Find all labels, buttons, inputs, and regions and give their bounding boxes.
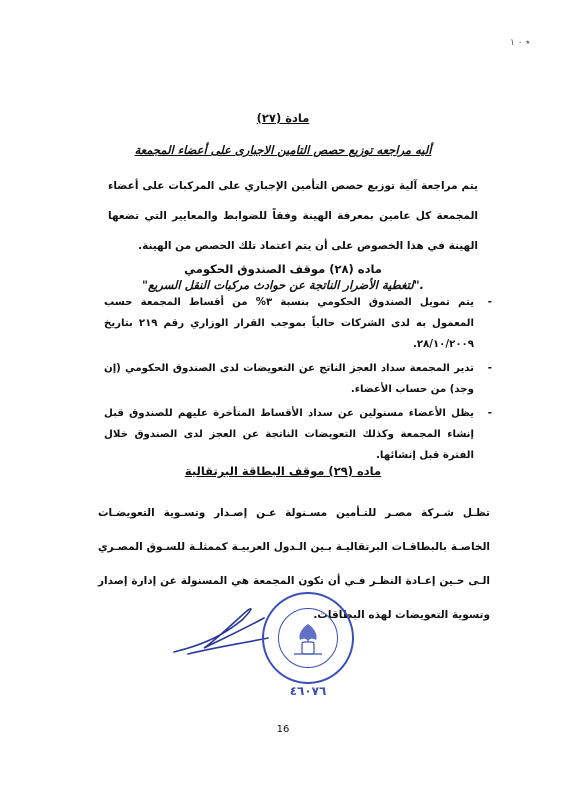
official-seal (262, 592, 354, 684)
eagle-emblem-icon (264, 594, 352, 682)
article-29-title: ماده (٢٩) موقف البطاقة البرتقالية (184, 464, 382, 478)
article-27-title: مادة (٢٧) (256, 111, 310, 125)
list-item: - يظل الأعضاء مسنولين عن سداد الأقساط المتأخرة عليهم للصندوق قبل إنشاء المجمعة وكذلك التعويضات الناتجة عن العجز لدى الصندوق خلال الفترة قبل إنشائها. (104, 403, 496, 466)
stamp-number: ٤٦٠٧٦ (289, 684, 327, 698)
article-28-title: ماده (٢٨) موقف الصندوق الحكومي (184, 262, 382, 276)
signature (168, 590, 278, 670)
article-29-body: تظـل شـركة مصـر للتـأمين مسـنولة عـن إصـدار وتسـوية التعويضـات الخاصـة بالبطاقـات البرتقاليـة بـين الـدول العربيـة كممثلـة للسـوق المصـري الـى حـين إعـادة النظـر فـي أن تكون المجمعة هي المسنولة عن إدارة إصدار وتسوية التعويضات لهذه البطاقات. (98, 506, 490, 621)
page-number: 16 (276, 724, 290, 735)
list-item: - يتم تمويل الصندوق الحكومي بنسبة ٣% من أقساط المجمعة حسب المعمول به لدى الشركات حالياً بموجب القرار الوزاري رقم ٢١٩ بتاريخ ٢٨/١٠/٢٠٠٩. (104, 292, 496, 355)
list-item: - تدير المجمعة سداد العجز الناتج عن التعويضات لدى الصندوق الحكومي (إن وجد) من حساب الأعضاء. (104, 358, 496, 400)
article-28-bullets (104, 292, 496, 469)
corner-mark: ٭ ٠ ١ (510, 38, 531, 48)
article-28-subtitle: "لتغطية الأضرار الناتجة عن حوادث مركبات النقل السريع". (142, 278, 424, 292)
article-27-body: يتم مراجعة آلية توزيع حصص التأمين الإجباري على المركبات على أعضاء المجمعة كل عامين بمعرفة الهينة وفقاً للضوابط والمعايير التي تضعها الهينة في هذا الخصوص على أن يتم اعتماد تلك الحصص من الهينة. (108, 179, 478, 252)
article-27-subtitle: أليه مراجعه توزيع حصص التامين الاجبارى على أعضاء المجمعة (134, 143, 432, 157)
